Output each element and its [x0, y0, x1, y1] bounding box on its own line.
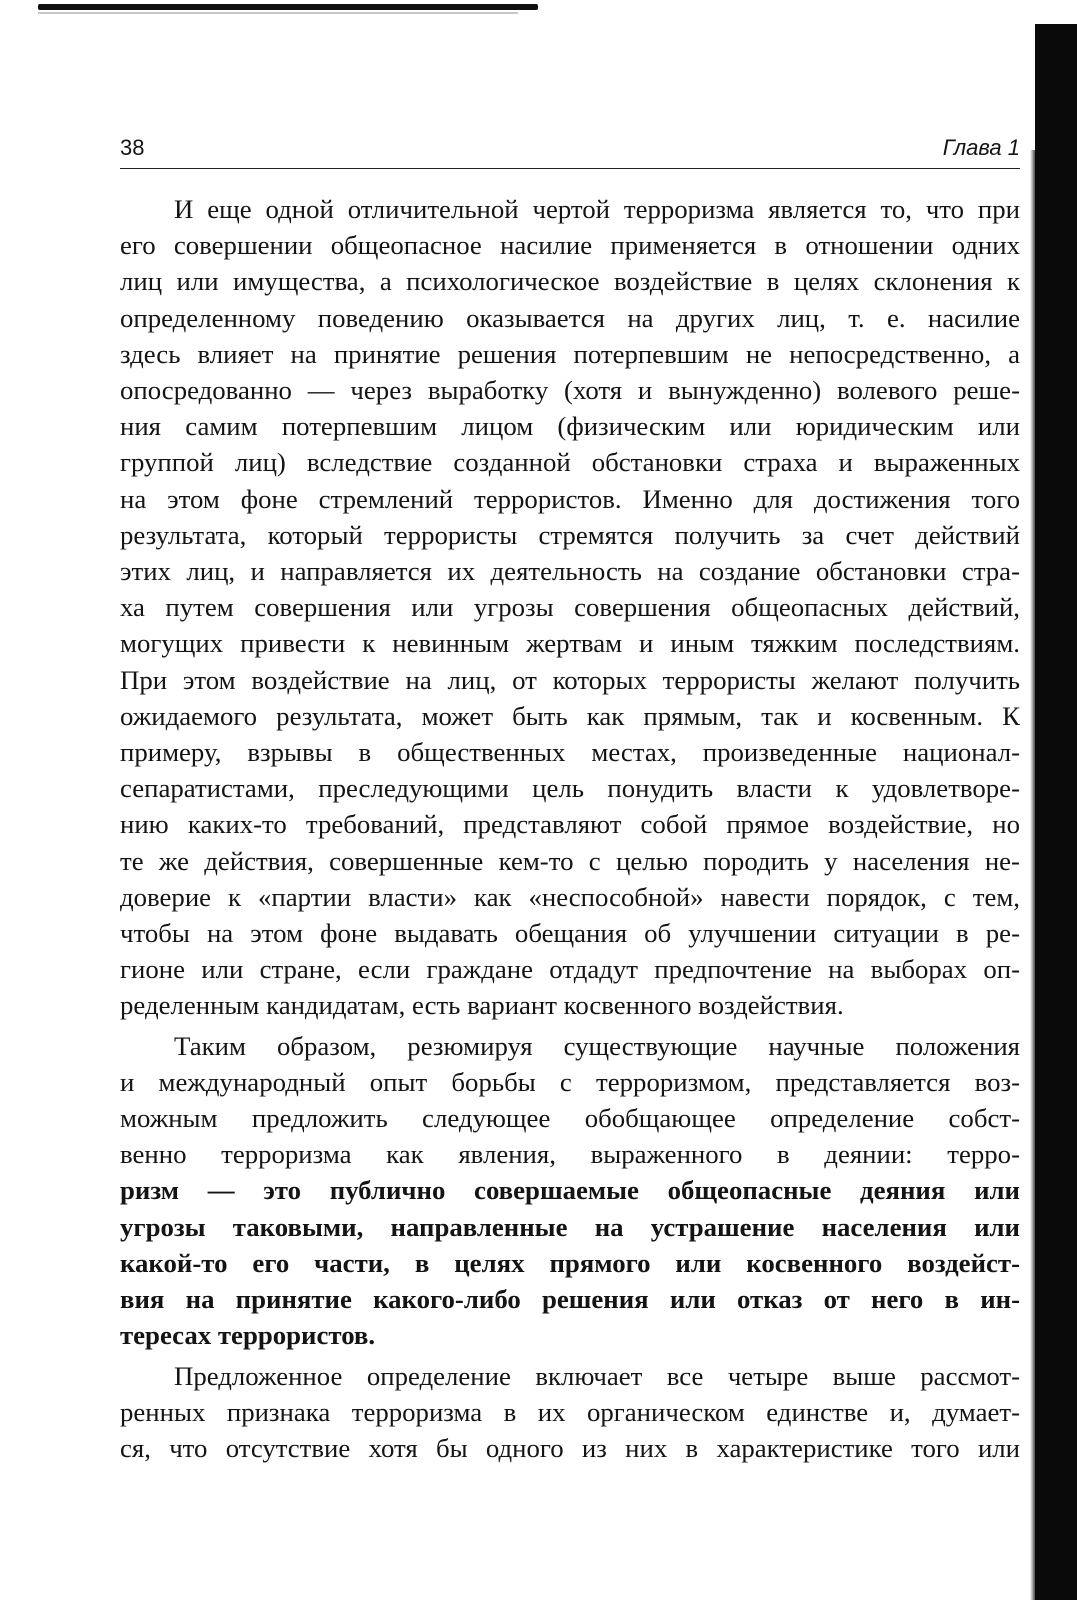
text-line: могущих привести к невинным жертвам и иным тяжким последствиям.	[120, 628, 1020, 659]
scan-edge-top-faint	[38, 12, 518, 14]
scan-edge-right	[1035, 24, 1077, 1600]
text-line: ожидаемого результата, может быть как прямым, так и косвенным. К	[120, 700, 1020, 731]
text-line: примеру, взрывы в общественных местах, произведенные национал-	[120, 737, 1020, 768]
text-line: Таким образом, резюмируя существующие научные положения	[174, 1030, 1020, 1061]
text-line: опосредованно — через выработку (хотя и вынужденно) волевого реше-	[120, 375, 1020, 406]
text-line: его совершении общеопасное насилие применяется в отношении одних	[120, 230, 1020, 261]
chapter-label: Глава 1	[942, 135, 1020, 160]
text-line: гионе или стране, если граждане отдадут предпочтение на выборах оп-	[120, 954, 1020, 985]
text-line: этих лиц, и направляется их деятельность на создание обстановки стра-	[120, 556, 1020, 587]
body-text	[120, 191, 1020, 1466]
text-line: на этом фоне стремлений террористов. Именно для достижения того	[120, 483, 1020, 514]
text-line: ния самим потерпевшим лицом (физическим или юридическим или	[120, 411, 1020, 442]
text-line: те же действия, совершенные кем-то с целью породить у населения не-	[120, 845, 1020, 876]
definition-line: тересах террористов.	[120, 1320, 376, 1351]
text-line: можным предложить следующее обобщающее определение собст-	[120, 1103, 1020, 1134]
text-line: ределенным кандидатам, есть вариант косвенного воздействия.	[120, 990, 844, 1021]
text-line: лиц или имущества, а психологическое воздействие в целях склонения к	[120, 266, 1020, 297]
text-line: ха путем совершения или угрозы совершения общеопасных действий,	[120, 592, 1020, 623]
definition-line: ризм — это публично совершаемые общеопасные деяния или	[120, 1175, 1020, 1206]
text-line: определенному поведению оказывается на других лиц, т. е. насилие	[120, 302, 1020, 333]
definition-line: какой-то его части, в целях прямого или косвенного воздейст-	[120, 1247, 1020, 1278]
text-line: ренных признака терроризма в их органическом единстве и, думает-	[120, 1396, 1020, 1427]
text-line: И еще одной отличительной чертой терроризма является то, что при	[174, 194, 1020, 224]
text-line: Предложенное определение включает все четыре выше рассмот-	[174, 1360, 1020, 1391]
running-head	[120, 136, 1020, 169]
scan-edge-top	[38, 4, 538, 10]
text-line: При этом воздействие на лиц, от которых террористы желают получить	[120, 664, 1020, 695]
text-line: ся, что отсутствие хотя бы одного из них в характеристике того или	[120, 1432, 1020, 1463]
text-line: группой лиц) вследствие созданной обстановки страха и выраженных	[120, 447, 1020, 478]
text-line: венно терроризма как явления, выраженного в деянии: терро-	[120, 1139, 1020, 1170]
definition-line: вия на принятие какого-либо решения или отказ от него в ин-	[120, 1284, 1020, 1315]
text-line: и международный опыт борьбы с терроризмом, представляется воз-	[120, 1066, 1020, 1097]
text-line: сепаратистами, преследующими цель понудить власти к удовлетворе-	[120, 773, 1020, 804]
definition-line: угрозы таковыми, направленные на устрашение населения или	[120, 1211, 1020, 1242]
page-number: 38	[120, 135, 145, 160]
text-line: здесь влияет на принятие решения потерпевшим не непосредственно, а	[120, 338, 1020, 369]
text-line: чтобы на этом фоне выдавать обещания об улучшении ситуации в ре-	[120, 918, 1020, 949]
text-line: результата, который террористы стремятся получить за счет действий	[120, 519, 1020, 550]
text-line: доверие к «партии власти» как «неспособной» навести порядок, с тем,	[120, 881, 1020, 912]
text-line: нию каких-то требований, представляют собой прямое воздействие, но	[120, 809, 1020, 840]
